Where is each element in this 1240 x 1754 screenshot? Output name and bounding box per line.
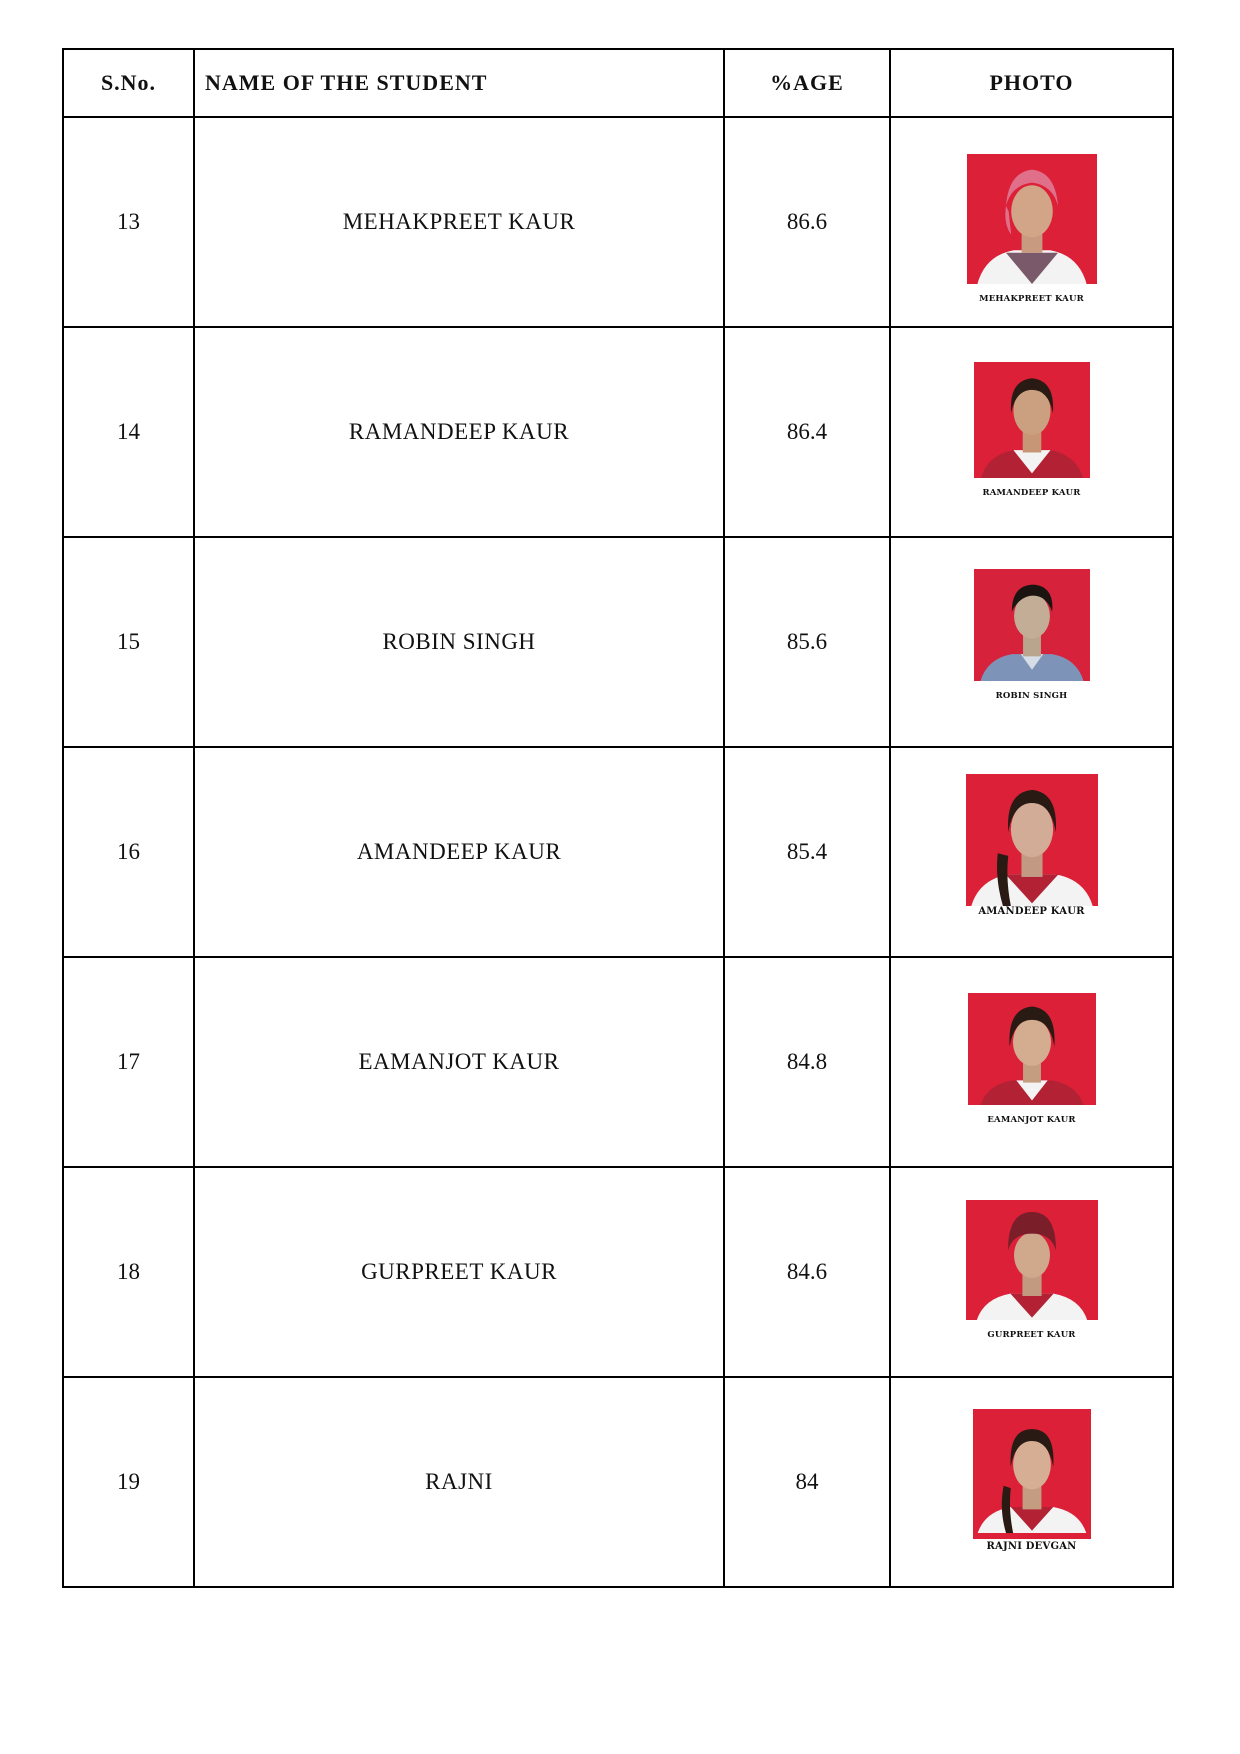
photo-caption: RAJNI DEVGAN <box>986 1540 1077 1552</box>
cell-percentage: 84 <box>724 1377 890 1587</box>
cell-sno: 19 <box>63 1377 194 1587</box>
cell-photo <box>890 1167 1173 1377</box>
cell-student-name: ROBIN SINGH <box>194 537 724 747</box>
cell-sno: 15 <box>63 537 194 747</box>
header-sno: S.No. <box>63 49 194 117</box>
cell-percentage: 84.8 <box>724 957 890 1167</box>
cell-student-name: RAMANDEEP KAUR <box>194 327 724 537</box>
portrait-image <box>968 993 1096 1105</box>
photo-caption: RAMANDEEP KAUR <box>982 488 1081 498</box>
cell-photo <box>890 1377 1173 1587</box>
cell-photo <box>890 747 1173 957</box>
cell-student-name: MEHAKPREET KAUR <box>194 117 724 327</box>
student-photo <box>968 993 1096 1105</box>
student-results-table <box>62 48 1174 1588</box>
student-photo <box>973 1409 1091 1539</box>
table-row <box>63 117 1173 327</box>
table-row <box>63 537 1173 747</box>
cell-percentage: 84.6 <box>724 1167 890 1377</box>
portrait-image <box>966 1200 1098 1320</box>
portrait-image <box>974 362 1090 478</box>
cell-percentage: 86.6 <box>724 117 890 327</box>
table-row <box>63 747 1173 957</box>
table-row <box>63 957 1173 1167</box>
cell-student-name: RAJNI <box>194 1377 724 1587</box>
header-percentage: %AGE <box>724 49 890 117</box>
cell-photo <box>890 537 1173 747</box>
student-photo <box>966 1200 1098 1320</box>
cell-sno: 16 <box>63 747 194 957</box>
photo-caption: ROBIN SINGH <box>995 691 1068 701</box>
cell-photo <box>890 117 1173 327</box>
portrait-image <box>966 774 1098 906</box>
table-row <box>63 1167 1173 1377</box>
cell-student-name: EAMANJOT KAUR <box>194 957 724 1167</box>
header-photo: PHOTO <box>890 49 1173 117</box>
student-photo <box>974 362 1090 478</box>
portrait-image <box>973 1409 1091 1539</box>
cell-percentage: 85.4 <box>724 747 890 957</box>
table-header-row <box>63 49 1173 117</box>
cell-percentage: 85.6 <box>724 537 890 747</box>
cell-sno: 18 <box>63 1167 194 1377</box>
cell-student-name: GURPREET KAUR <box>194 1167 724 1377</box>
student-photo <box>967 154 1097 284</box>
cell-percentage: 86.4 <box>724 327 890 537</box>
header-student-name: NAME OF THE STUDENT <box>194 49 724 117</box>
photo-caption: MEHAKPREET KAUR <box>979 294 1084 304</box>
photo-caption: GURPREET KAUR <box>987 1330 1076 1340</box>
cell-sno: 17 <box>63 957 194 1167</box>
table-row <box>63 1377 1173 1587</box>
table-row <box>63 327 1173 537</box>
cell-student-name: AMANDEEP KAUR <box>194 747 724 957</box>
cell-sno: 14 <box>63 327 194 537</box>
cell-photo <box>890 327 1173 537</box>
cell-photo <box>890 957 1173 1167</box>
portrait-image <box>974 569 1090 681</box>
photo-caption: EAMANJOT KAUR <box>987 1115 1076 1125</box>
portrait-image <box>967 154 1097 284</box>
student-photo <box>974 569 1090 681</box>
cell-sno: 13 <box>63 117 194 327</box>
student-photo <box>966 774 1098 906</box>
photo-caption: AMANDEEP KAUR <box>978 905 1085 917</box>
